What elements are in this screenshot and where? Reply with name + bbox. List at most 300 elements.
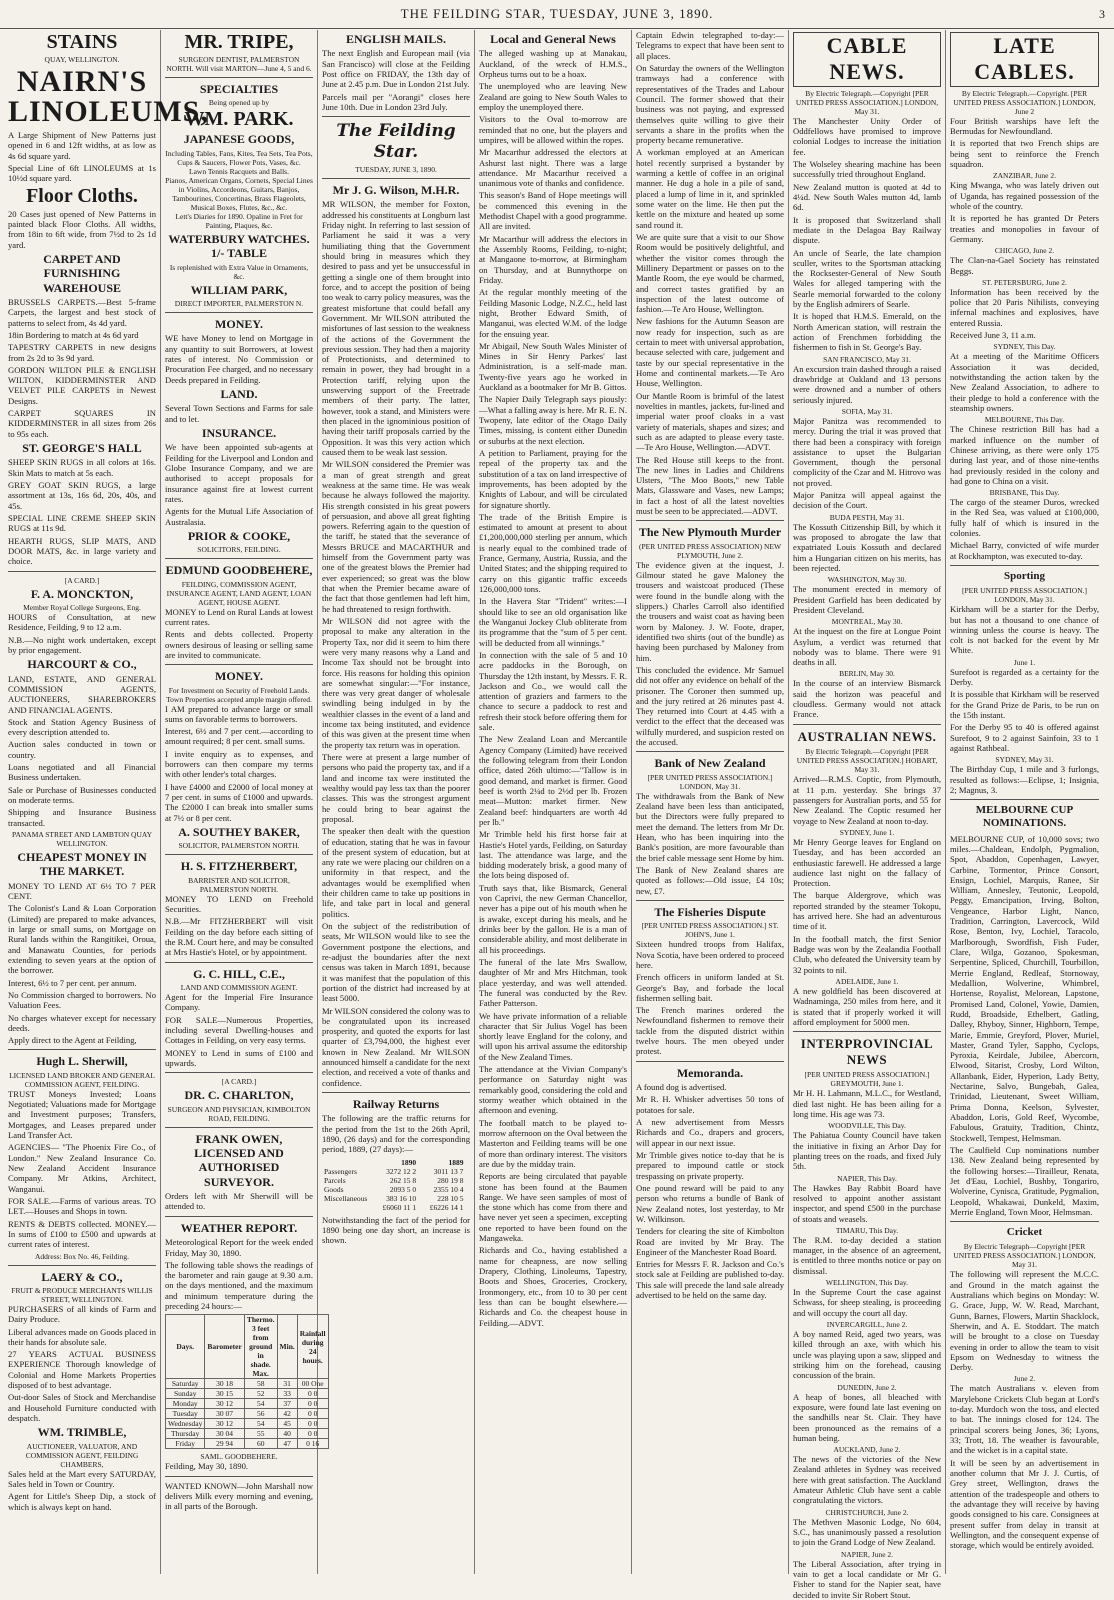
paragraph: The following are the traffic returns for the period from the 1st to the 26th April, 1890, (26 days) and for the corresponding period, 1889, (27 days):— [322, 1113, 470, 1155]
paragraph: The Hawkes Bay Rabbit Board have resolved to appoint another assistant inspector, and spend £500 in the purchase of stoats and weasels. [793, 1182, 941, 1224]
paragraph: WANTED KNOWN—John Marshall now delivers Milk every morning and evening, in all parts of the Borough. [165, 1480, 313, 1512]
weather-cell: 30 04 [205, 1429, 244, 1439]
paragraph: The attendance at the Vivian Company's performance on Saturday night was remarkably good, considering the cold and stormy weather which obtained in the afternoon and evening. [479, 1064, 627, 1116]
paragraph: 27 YEARS ACTUAL BUSINESS EXPERIENCE Thorough knowledge of Colonial and Home Markets Properties disposed of to best advantage. [8, 1349, 156, 1391]
column-content [322, 32, 470, 1246]
column-2 [161, 30, 326, 1574]
divider [793, 1031, 941, 1032]
divider [165, 664, 313, 665]
dateline: Member Royal College Surgeons, Eng. [23, 602, 141, 612]
column-content [479, 32, 627, 1328]
dateline: SOFIA, May 31. [841, 406, 893, 416]
subheadline: WATERBURY WATCHES. 1/- TABLE [168, 231, 310, 261]
paragraph: HEARTH RUGS, SLIP MATS, AND DOOR MATS, &c. in large variety and choice. [8, 535, 156, 567]
paragraph: A new goldfield has been discovered at Wadnaminga, 250 miles from here, and it is stated that if properly worked it will afford employment for 5000 men. [793, 985, 941, 1027]
paragraph: TRUST Moneys Invested; Loans Negotiated; Valuations made for Mortgage and Investment purposes; Transfers, Mortgages, and Leases prepared under Land Transfer Act. [8, 1088, 156, 1141]
dateline: AUCTIONEER, VALUATOR, AND COMMISSION AGENT, FEILDING CHAMBERS, [25, 1441, 139, 1469]
dateline: BERLIN, May 30. [839, 669, 895, 679]
railway-cell: 262 15 8 [389, 1175, 417, 1185]
railway-cell: 383 16 10 [386, 1193, 417, 1203]
weather-header-cell: Min. [277, 1315, 297, 1379]
section-heading: MELBOURNE CUP NOMINATIONS. [975, 804, 1074, 830]
paragraph: The New Zealand Loan and Mercantile Agency Company (Limited) have received the following telegram from their London office, dated 26th ultimo:—"Tallow is in good demand, and market is firmer. Good beef is worth 2¼d to 2½d per lb. Frozen meat—Mutton: market firmer. New Zealand beef: hindquarters are worth 4d per lb." [479, 734, 627, 827]
paragraph: Kirkham will be a starter for the Derby, but has not a thousand to one chance of winning unless the course is heavy. The colt is not backed for the event by Mr White. [950, 604, 1099, 656]
railway-cell [465, 1176, 470, 1185]
paragraph: The Bank of New Zealand shares are quoted as follows:—Old issue, £4 10s; new, £7. [636, 864, 784, 896]
railway-cell [465, 1203, 470, 1212]
paragraph: MONEY TO LEND on Freehold Securities. [165, 893, 313, 915]
subheadline: JAPANESE GOODS, [183, 132, 295, 147]
subheadline: H. S. FITZHERBERT, [180, 859, 298, 874]
dateline: ST. PETERSBURG, June 2. [982, 277, 1067, 287]
paragraph: It is hoped that H.M.S. Emerald, on the North American station, will restrain the action of Frenchmen forbidding the fishermen to fish in St. George's Bay. [793, 311, 941, 353]
paragraph: In connection with the sale of 5 and 10 acre paddocks in the Borough, on Thursday the 12th instant, by Messrs. F. R. Jackson and Co., we would call the attention of graziers and farmers to the chance to secure a paddock to rest and refresh their stock before offering them for sale. [479, 649, 627, 733]
dateline: ZANZIBAR, June 2. [993, 171, 1056, 181]
divider [636, 751, 784, 752]
paragraph: FOR SALE—Numerous Properties, including several Dwelling-houses and Cottages in Feilding, on very easy terms. [165, 1014, 313, 1046]
paragraph: Visitors to the Oval to-morrow are reminded that no one, but the players and umpires, will be allowed within the ropes. [479, 114, 627, 145]
dateline: SOLICITORS, FEILDING. [197, 545, 281, 555]
paragraph: At a meeting of the Maritime Officers Association it was decided, notwithstanding the action taken by the New Zealand Association, to adhere to their pledge to hold a conference with the steamship owners. [950, 351, 1099, 413]
dateline: SURGEON DENTIST, PALMERSTON NORTH. Will visit MARTON—June 4, 5 and 6. [166, 55, 312, 73]
section-heading: Cricket [1006, 1226, 1043, 1239]
weather-cell: 30 15 [205, 1389, 244, 1399]
paragraph: We are quite sure that a visit to our Show Room would be positively delightful, and whether the visitor comes through the Millinery Department or passes on to the Mantle Room, the eye would be charmed, and correct tastes gratified by an inspection of the latest outcome of fashion.—Te Aro House, Wellington. [636, 231, 784, 315]
dateline: By Electric Telegraph.—Copyright. [PER UNITED PRESS ASSOCIATION.] LONDON, June 2 [953, 88, 1096, 116]
dateline: ADELAIDE, June 1. [835, 976, 899, 986]
masthead [0, 0, 1114, 29]
paragraph: No Commission charged to borrowers. No Valuation Fees. [8, 989, 156, 1011]
paragraph: Mr Abigail, New South Wales Minister of Mines in Sir Henry Parkes' last Administration, is a self-made man. Twenty-five years ago he worked in Auckland as a bootmaker for Mr B. Gittos. [479, 340, 627, 393]
railway-cell [322, 1203, 376, 1212]
paragraph: The R.M. to-day decided a station manager, in the absence of an agreement, is entitled to three months notice or pay on dismissal. [793, 1234, 941, 1276]
weather-cell: 0 0 [297, 1409, 328, 1419]
weather-cell: Thursday [166, 1429, 205, 1439]
paragraph: In the Supreme Court the case against Schwass, for sheep stealing, is proceeding and will occupy the court all day. [793, 1287, 941, 1318]
paragraph: An excursion train dashed through a raised drawbridge at Oakland and 13 persons were drowned and a number of others seriously injured. [793, 363, 941, 405]
dateline: CHRISTCHURCH, June 2. [825, 1507, 909, 1517]
subheadline: CHEAPEST MONEY IN THE MARKET. [17, 849, 147, 879]
dateline: Including Tables, Fans, Kites, Tea Sets, Tea Pots, Cups & Saucers, Flower Pots, Vases, &c. [165, 148, 313, 167]
dateline: QUAY, WELLINGTON. [44, 55, 120, 64]
dateline: Town Properties accepted ample margin offered. [166, 694, 312, 704]
divider [950, 799, 1099, 800]
weather-cell: Monday [166, 1399, 205, 1409]
paragraph: I have £4000 and £2000 of local money at 7 per cent. in sums of £1000 and upwards. The £2000 I can break into smaller sums at 7½ or 8 per cent. [165, 781, 313, 823]
weather-header-cell: Barometer [205, 1315, 244, 1379]
editorial-masthead: The Feilding Star. [336, 121, 456, 162]
paragraph: The alleged washing up at Manakau, Auckland, of the wreck of H.M.S., Orpheus turns out to be a hoax. [479, 48, 627, 80]
paragraph: In the Havera Star "Trident" writes:—I should like to see an old organisation like the Wanganui Jockey Club obliterate from its programme that the "sum of 5 per cent. will be deducted from all winnings." [479, 596, 627, 648]
paragraph: It is possible that Kirkham will be reserved for the Grand Prize de Paris, to be run on the 15th instant. [950, 689, 1099, 721]
paragraph: Mr H. H. Lahmann, M.L.C., for Westland, died last night. He has been ailing for a long time. His age was 73. [793, 1088, 941, 1119]
subheadline: PRIOR & COOKE, [187, 528, 291, 543]
weather-cell: Wednesday [166, 1419, 205, 1429]
weather-cell: 60 [244, 1439, 277, 1449]
dateline: June 1. [1013, 657, 1036, 667]
dateline: LAND AND COMMISSION AGENT. [180, 983, 298, 993]
weather-cell: 0 16 [297, 1439, 328, 1449]
subheadline: WEATHER REPORT. [180, 1220, 298, 1235]
paragraph: FOR SALE.—Farms of various areas. TO LET.—Houses and Shops in town. [8, 1195, 156, 1217]
dateline: June 2. [1013, 1374, 1036, 1384]
paragraph: Our Mantle Room is brimful of the latest novelties in mantles, jackets, fur-lined and imperial water proof cloaks in a vast variety of materials, shapes and sizes; and such as are adapted to please every taste.—Te Aro House, Wellington.—ADVT. [636, 390, 784, 453]
weather-cell: 54 [244, 1399, 277, 1409]
paragraph: The Manchester Unity Order of Oddfellows have promised to improve colonial Lodges to increase the initiation fee. [793, 115, 941, 157]
subheadline: F. A. MONCKTON, [30, 586, 134, 601]
railway-cell: Goods [324, 1184, 344, 1194]
paragraph: The speaker then dealt with the question of education, stating that he was in favour of the present system of education, but at any rate we were placing our children on a uniformity in that respect, and the advantages would be exemplified when their children came to take up positions in life, and take part in local and general politics. [322, 826, 470, 919]
weather-cell: Friday [166, 1439, 205, 1449]
weather-cell: 47 [277, 1439, 297, 1449]
paragraph: Meteorological Report for the week ended Friday, May 30, 1890. [165, 1237, 313, 1258]
divider [322, 116, 470, 117]
paragraph: Apply direct to the Agent at Feilding, [8, 1035, 137, 1046]
paragraph: It is proposed that Switzerland shall mediate in the Delagoa Bay Railway dispute. [793, 214, 941, 246]
divider [165, 1476, 313, 1477]
paragraph: Notwithstanding the fact of the period for 1890 being one day short, an increase is shown. [322, 1214, 470, 1246]
dateline: Lawn Tennis Racquets and Balls. [189, 166, 289, 176]
divider [165, 962, 313, 963]
weather-cell: 30 07 [205, 1409, 244, 1419]
weather-header-row [166, 1315, 329, 1379]
paragraph: LAND, ESTATE, AND GENERAL COMMISSION AGENTS, AUCTIONEERS, SHAREBROKERS AND FINANCIAL AGENTS. [8, 673, 156, 715]
headline: STAINS [46, 31, 118, 53]
section-heading: AUSTRALIAN NEWS. [797, 728, 937, 744]
weather-row [166, 1379, 329, 1389]
paragraph: One pound reward will be paid to any person who returns a bundle of Bank of New Zealand notes, lost yesterday, to Mr W. Wilkinson. [636, 1182, 784, 1224]
column-5 [632, 30, 789, 1574]
weather-cell: 30 12 [205, 1399, 244, 1409]
subheadline: The Fisheries Dispute [654, 904, 766, 919]
dateline: Pianos, American Organs, Cornets, Special Lines in Violins, Accordeons, Guitars, Banjos, Tambourines, Concertinas, Brass Flageolets, Musical Boxes, Flutes, &c., &c. [165, 175, 313, 212]
weather-row [166, 1399, 329, 1409]
paragraph: Mr WILSON considered the colony was to be congratulated upon its increased prosperity, and quoted the exports for last quarter of £3,794,000, the highest ever known in New Zealand. Mr WILSON announced himself a candidate for the next election, and received a vote of thanks and confidence. [322, 1005, 470, 1088]
paragraph: Out-door Sales of Stock and Merchandise and Household Furniture conducted with despatch. [8, 1392, 156, 1424]
paragraph: The news of the victories of the New Zealand athletes in Sydney was received here with great satisfaction. The Auckland Amateur Athletic Club have sent a cable congratulating the victors. [793, 1454, 941, 1506]
dateline: DIRECT IMPORTER, PALMERSTON N. [174, 298, 304, 308]
paragraph: The match Australians v. eleven from Marylebone Crickets Club began at Lord's to-day. Murdoch won the toss, and elected to bat. The innings closed for 124. The principal scorers being Jones, 36; Lyons, 33; Trott, 18. The weather is favourable, and the wicket is in a capital state. [950, 1383, 1099, 1456]
headline: NAIRN'S LINOLEUMS, [8, 65, 209, 128]
paragraph: N.B.—Mr FITZHERBERT will visit Feilding on the day before each sitting of the R.M. Court here, and may be consulted at Mrs Hastie's Hotel, or by appointment. [165, 916, 313, 958]
column-7 [946, 30, 1103, 1574]
subheadline: Railway Returns [352, 1097, 440, 1111]
railway-row [322, 1167, 470, 1176]
dateline: FRUIT & PRODUCE MERCHANTS WILLIS STREET, WELLINGTON. [11, 1285, 153, 1304]
weather-cell: 30 18 [205, 1379, 244, 1389]
paragraph: We have private information of a reliable character that Sir Julius Vogel has been shortly leave England for the colony, and will upon his arrival assume the editorship of the New Zealand Times. [479, 1010, 627, 1062]
paragraph: CARPET SQUARES IN KIDDERMINSTER in all sizes from 26s to 95s each. [8, 408, 156, 439]
subheadline: Bank of New Zealand [654, 756, 766, 771]
railway-cell: 228 10 5 [437, 1193, 464, 1203]
column-6 [789, 30, 946, 1600]
paragraph: Auction sales conducted in town or country. [8, 739, 156, 760]
weather-cell: 58 [244, 1379, 277, 1389]
dateline: FEILDING, COMMISSION AGENT, INSURANCE AGENT, LAND AGENT, LOAN AGENT, HOUSE AGENT. [166, 579, 312, 607]
weather-row [166, 1409, 329, 1419]
paragraph: Tenders for clearing the site of Kimbolton Road are invited by Mr Bray. The Engineer of the Manchester Road Board. [636, 1226, 784, 1257]
paragraph: No charges whatever except for necessary deeds. [8, 1012, 156, 1033]
dateline: Address: Box No. 46, Feilding. [35, 1251, 129, 1261]
railway-header-cell: 1890 [401, 1157, 417, 1167]
paragraph: The evidence given at the inquest, J. Gilmour stated he gave Maloney the trousers and waistcoat produced (These were found in the bundle along with the slippers.) Charles Carroll also identified the trousers and waist coat as having been worn by Maloney. J. W. Foote, draper, identified two shirts (out of the bundle) as having been purchased by Maloney from him. [636, 559, 784, 663]
weather-cell: 54 [244, 1419, 277, 1429]
dateline: NAPIER, June 2. [840, 1549, 894, 1559]
paragraph: Agent for Little's Sheep Dip, a stock of which is always kept on hand. [8, 1491, 156, 1512]
weather-cell: 00 One [297, 1379, 328, 1389]
paragraph: Mr R. H. Whisker advertises 50 tons of potatoes for sale. [636, 1094, 784, 1115]
divider [793, 724, 941, 725]
divider [636, 520, 784, 521]
paragraph: At the regular monthly meeting of the Feilding Masonic Lodge, N.Z.C., held last night, Brother Edward Smith, of Manganui, was elected W.M. of the lodge for the ensuing year. [479, 287, 627, 339]
weather-table [165, 1314, 329, 1449]
paragraph: AGENCIES— "The Phoenix Fire Co., of London." New Zealand Insurance Co. New Zealand Accident Insurance Company. Mr Atkins, Architect, Wanganui. [8, 1142, 156, 1194]
paragraph: Surefoot is regarded as a certainty for the Derby. [950, 666, 1099, 688]
weather-header-cell: Rainfall during 24 hours. [297, 1315, 328, 1379]
paragraph: In the football match, the first Senior Badge was won by the Zealandia Football Club, who defeated the University team by 32 points to nil. [793, 933, 941, 975]
dateline: SAML. GOODBEHERE. [200, 1452, 278, 1462]
dateline: AUCKLAND, June 2. [833, 1445, 901, 1455]
paragraph: The Colonist's Land & Loan Corporation (Limited) are prepared to make advances, in large or small sums, on Mortgage on Rural lands within the Rangitikei, Oroua, and Manawatu Counties, for periods extending to seven years at the option of the borrower. [8, 903, 156, 976]
dateline: [PER UNITED PRESS ASSOCIATION.] ST. JOHN'S, June 1. [641, 921, 779, 940]
paragraph: GREY GOAT SKIN RUGS, a large assortment at 13s, 16s 6d, 20s, 40s, and 45s. [8, 480, 156, 511]
paragraph: The next English and European mail (via San Francisco) will close at the Feilding Post office on FRIDAY, the 13th day of June at 2.45 p.m. Due in London 21st July. [322, 48, 470, 90]
paragraph: RENTS & DEBTS collected. MONEY.—In sums of £100 to £500 and upwards at current rates of interest. [8, 1218, 156, 1250]
dateline: [A CARD.] [64, 575, 100, 585]
paragraph: A petition to Parliament, praying for the repeal of the property tax and the substitution of a tax on land irrespective of improvements, has been adopted by the Knights of Labour, and will be circulated for signature shortly. [479, 447, 627, 510]
weather-cell: 0 0 [297, 1399, 328, 1409]
paragraph: The withdrawals from the Bank of New Zealand have been less than anticipated, but the Directors were fully prepared to meet the demand. The letters from Mr Dr. Hean, who has been inquiring into the Bank's position, are more favourable than the brief cable message sent Home by him. [636, 790, 784, 863]
dateline: SYDNEY, June 1. [839, 827, 895, 837]
dateline: By Electric Telegraph.—Copyright [PER UNITED PRESS ASSOCIATION.] LONDON, May 31. [795, 88, 939, 116]
paragraph: New fashions for the Autumn Season are now ready for inspection, such as are certain to meet with universal approbation, because selected with care, judgement and taste by our special representative in the Home and continental markets.—Te Aro House, Wellington. [636, 316, 784, 389]
dateline: SURGEON AND PHYSICIAN, KIMBOLTON ROAD, FEILDING. [167, 1104, 311, 1123]
dateline: LICENSED LAND BROKER AND GENERAL COMMISSION AGENT, FEILDING. [9, 1070, 155, 1089]
dateline: For Investment on Security of Freehold Lands. [168, 685, 310, 695]
subheadline: LAND. [220, 386, 258, 401]
dateline: Is replenished with Extra Value in Ornaments, &c. [169, 262, 309, 281]
railway-cell: Passengers [324, 1166, 357, 1176]
dateline: [PER UNITED PRESS ASSOCIATION.] LONDON, May 31. [647, 772, 773, 791]
paragraph: Mr WILSON did not agree with the proposal to make any alteration in the Property Tax, nor did it seem to him there were very many reasons why a Land and Income Tax should not be brought into force. His reasons for holding this opinion are somewhat singular:—"For instance, there was very great danger of wholesale swindling being indulged in by the wealthier classes in the event of a land and income tax being instituted, and evidence of this was given at the present time when the property tax return was in operation. [322, 615, 470, 750]
page-number: 3 [1099, 7, 1106, 21]
weather-cell: 31 [277, 1379, 297, 1389]
paragraph: Richards and Co., having established a name for cheapness, are now selling Drapery, Clothing, Linoleums, Tapestry, Boots and Shoes, Groceries, Crockery, Ironmongery, etc., from 10 to 30 per cent less than can be bought elsewhere.—Richards and Co. the cheapest house in Feilding.—ADVT. [479, 1245, 627, 1328]
paragraph: 18in Bordering to match at 4s 6d yard [8, 329, 139, 340]
divider [165, 1072, 313, 1073]
railway-header-row [322, 1158, 470, 1167]
railway-cell: Parcels [324, 1175, 346, 1185]
divider [322, 1092, 470, 1093]
paragraph: The football match to be played to-morrow afternoon on the Oval between the Masterton and Feilding teams will be one of more than ordinary interest. The visitors are due by the midday train. [479, 1117, 627, 1169]
paragraph: Rents and debts collected. Property owners desirous of leasing or selling same are invited to communicate. [165, 629, 313, 660]
dateline: [A CARD.] [221, 1077, 257, 1087]
column-content [950, 32, 1099, 1550]
column-content [636, 30, 784, 1300]
paragraph: MONEY to Lend in sums of £100 and upwards. [165, 1047, 313, 1068]
weather-cell: 56 [244, 1409, 277, 1419]
railway-header-cell [322, 1158, 376, 1167]
paragraph: This season's Band of Hope meetings will be commenced this evening in the Methodist Chapel with a good programme. All are invited. [479, 190, 627, 232]
paragraph: The Pahiatua County Council have taken the initiative in fixing an Arbor Day for planting trees on the roads, and fixed July 5th. [793, 1130, 941, 1172]
paragraph: Reports are being circulated that payable stone has been found at the Baumen Range. We have seen samples of most of the stone which has come from there and have never yet seen a specimen, excepting one reported to have been found on the Mangaweka. [479, 1171, 627, 1244]
column-content [793, 32, 941, 1600]
paragraph: The Chinese restriction Bill has had a marked influence on the number of Chinese arriving, as there were only 175 during last year, and of those nine-tenths had previously resided in the colony and had gone to China on a visit. [950, 424, 1099, 486]
railway-cell: 280 19 8 [437, 1175, 464, 1185]
subheadline: CARPET AND FURNISHING WAREHOUSE [42, 251, 122, 295]
dateline: PANAMA STREET AND LAMBTON QUAY WELLINGTON. [11, 829, 153, 848]
paragraph: A heap of bones, all bleached with exposure, were found late last evening on the sandhills near St. Clair. They have been pronounced as the remains of a human being. [793, 1391, 941, 1443]
divider [165, 1127, 313, 1128]
dateline: SAN FRANCISCO, May 31. [823, 354, 911, 364]
paragraph: Interest, 6½ and 7 per cent.—according to amount required; 8 per cent. small sums. [165, 726, 313, 747]
paragraph: Four British warships have left the Bermudas for Newfoundland. [950, 115, 1099, 137]
weather-cell: 55 [244, 1429, 277, 1439]
paragraph: Feilding, May 30, 1890. [165, 1461, 249, 1472]
weather-cell: 0 0 [297, 1419, 328, 1429]
paragraph: The cargo of the steamer Duros, wrecked in the Red Sea, was valued at £100,000, fully half of which is insured in the colonies. [950, 497, 1099, 539]
railway-cell: 2355 10 4 [433, 1184, 464, 1194]
dateline: TIMARU, This Day. [835, 1225, 899, 1235]
paragraph: TAPESTRY CARPETS in new designs from 2s 2d to 3s 9d yard. [8, 342, 156, 363]
paragraph: A workman employed at an American hotel recently surprised a bystander by warming a kettle of coffee in an original manner. He dug a hole in a pile of sand, placed a lump of lime in it, and sprinkled some water on the lime. He then put the kettle on the mixture and heated up some sand round it. [636, 147, 784, 230]
paragraph: The Clan-na-Gael Society has reinstated Beggs. [950, 255, 1099, 276]
paragraph: In the course of an interview Bismarck said the horizon was peaceful and cloudless. Germany would not attack France. [793, 678, 941, 720]
subheadline: SPECIALTIES [199, 82, 279, 96]
subheadline: INSURANCE. [201, 425, 277, 440]
paragraph: BRUSSELS CARPETS.—Best 5-frame Carpets, the largest and best stock of patterns to select from, 4s 4d yard. [8, 296, 156, 328]
subheadline: A. SOUTHEY BAKER, [178, 824, 300, 839]
railway-row [322, 1194, 470, 1203]
divider [165, 1216, 313, 1217]
weather-cell: 45 [277, 1419, 297, 1429]
weather-cell: 42 [277, 1409, 297, 1419]
paragraph: Special Line of 6ft LINOLEUMS at 1s 10½d square yard. [8, 162, 156, 184]
dateline: WASHINGTON, May 30. [827, 575, 907, 585]
paragraph: Captain Edwin telegraphed to-day:—Telegrams to expect that have been sent to all places. [636, 30, 784, 61]
subheadline: WM. TRIMBLE, [37, 1425, 127, 1440]
section-banner: CABLE NEWS. [793, 32, 941, 87]
subheadline: HARCOURT & CO., [27, 657, 137, 672]
paragraph: SHEEP SKIN RUGS in all colors at 16s. Skin Mats to match at 5s each. [8, 457, 156, 478]
dateline: By Electric Telegraph—Copyright [PER UNITED PRESS ASSOCIATION.] LONDON, May 31. [953, 1242, 1096, 1270]
dateline: MELBOURNE, This Day. [984, 415, 1065, 425]
paragraph: French officers in uniform landed at St. George's Bay, and forbade the local fishermen selling bait. [636, 972, 784, 1003]
dateline: By Electric Telegraph.—Copyright [PER UNITED PRESS ASSOCIATION.] HOBART, May 31. [796, 747, 938, 775]
weather-cell: Tuesday [166, 1409, 205, 1419]
paragraph: The French marines ordered the Newfoundland fishermen to remove their tackle from the disputed district within twelve hours. The men obeyed under protest. [636, 1005, 784, 1057]
paragraph: The Liberal Association, after trying in vain to get a local candidate or Mr G. Fisher to stand for the Napier seat, have decided to invite Sir Robert Stout. [793, 1558, 941, 1600]
paragraph: The barque Aldergrove, which was reported stranded by the steamer Tokopu, has arrived here. She had an adventurous time of it. [793, 890, 941, 932]
dateline: BUDA PESTH, May 31. [829, 512, 905, 522]
divider [165, 77, 313, 78]
paragraph: Sales held at the Mart every SATURDAY, Sales held in Town or Country. [8, 1468, 156, 1490]
dateline: SYDNEY, May 31. [995, 755, 1054, 765]
paragraph: King Mwanga, who was lately driven out of Uganda, has regained possession of the whole of the country. [950, 180, 1099, 211]
dateline: BRISBANE, This Day. [989, 488, 1060, 498]
subheadline: ST. GEORGE'S HALL [22, 441, 142, 456]
dateline: WELLINGTON, This Day. [825, 1278, 909, 1288]
subheadline: LAERY & CO., [41, 1269, 123, 1284]
weather-row [166, 1439, 329, 1449]
railway-cell: 3011 13 7 [433, 1166, 464, 1176]
paragraph: Truth says that, like Bismarck, General von Caprivi, the new German Chancellor, never has a pipe out of his mouth when he is awake, except during his meals, and he drinks beer by the gallon. He is a man of considerable ability, and most deliberate in all his proceedings. [479, 882, 627, 955]
paragraph: The funeral of the late Mrs Swallow, daughter of Mr and Mrs Hitchman, took place yesterday, and was well attended. The funeral was conducted by the Rev. Father Patterson. [479, 956, 627, 1009]
divider [322, 178, 470, 179]
paragraph: GORDON WILTON PILE & ENGLISH WILTON, KIDDERMINSTER AND VELVET PILE CARPETS in Newest Designs. [8, 364, 156, 406]
paragraph: The Red House still keeps to the front. The new lines in Ladies and Childrens Ulsters, "The Moo Boots," new Table Mats, Glassware and Vases, new Lamps; in fact a host of all the latest novelties must be seen to be appreciated.—ADVT. [636, 454, 784, 517]
paragraph: Agents for the Mutual Life Association of Australasia. [165, 506, 313, 527]
paragraph: Major Panitza was recommended to mercy. During the trial it was proved that there had been a conspiracy with foreign assistance to upset the Bulgarian Government, though the personal complicity of the Czar and M. Hitrovo was not proved. [793, 415, 941, 488]
paragraph: Mr WILSON considered the Premier was a man of great strength and great weakness at the same time. He was weak because he always followed the majority. His strength consisted in his great powers of persuasion, and above all great fighting powers. Referring again to the question of the tariff, he stated that the severance of Messrs BRUCE and MACARTHUR and himself from the Government party was one of the greatest blows the Premier had ever experienced; so great was the blow that when the Premier became aware of the fact that those gentlemen had left him, he had threatened to resign forthwith. [322, 459, 470, 614]
paragraph: It will be seen by an advertisement in another column that Mr J. J. Curtis, of Grey street, Wellington, draws the attention of the tradespeople and others to the advantage they will receive by having goods consigned to his care. Consignees at present suffer from delay in transit at Wellington, and the consequent expense of storage, which would be entirely avoided. [950, 1457, 1099, 1551]
paragraph: Stock and Station Agency Business of every description attended to. [8, 716, 156, 738]
headline: Floor Cloths. [26, 184, 138, 207]
paragraph: Mr Macarthur will address the electors in the Assembly Rooms, Feilding, to-night; at Mangaone to-morrow, at Birmingham on Thursday, and at Bunnythorpe on Friday. [479, 233, 627, 285]
dateline: TUESDAY, JUNE 3, 1890. [355, 165, 437, 175]
railway-cell: 3272 12 2 [386, 1166, 417, 1176]
paragraph: 20 Cases just opened of New Patterns in painted black Floor Cloths. All widths, from 18in to 6ft wide, from 7½d to 2s 1d yard. [8, 208, 156, 250]
dateline: INVERCARGILL, June 2. [826, 1320, 908, 1329]
paragraph: This concluded the evidence. Mr Samuel did not offer any evidence on behalf of the prisoner. The Coroner then summed up, and the jury retired at 26 minutes past 4. They returned into Court at 4.45 with a verdict to the effect that the deceased was wilfully murdered, and suspicion rested on the accused. [636, 664, 784, 748]
divider [8, 1265, 156, 1266]
subheadline: MONEY. [215, 316, 263, 331]
weather-cell: 52 [244, 1389, 277, 1399]
subheadline: DR. C. CHARLTON, [184, 1088, 294, 1103]
paragraph: Loans negotiated and all Financial Business undertaken. [8, 762, 156, 783]
divider [950, 1221, 1099, 1222]
paragraph: The Wolseley shearing machine has been successfully tried throughout England. [793, 159, 941, 180]
subheadline: WILLIAM PARK, [190, 282, 288, 297]
paragraph: Sale or Purchase of Businesses conducted on moderate terms. [8, 784, 156, 806]
railway-cell: £6226 14 1 [429, 1202, 464, 1212]
subheadline: MONEY. [215, 669, 263, 684]
paragraph: The Caulfield Cup nominations number 138. New Zealand being represented by the following horses:—Tirailleur, Renata, Jet d'Eau, Lochiel, Bushby, Tongariro, Wolverine, Cynisca, Gratitude, Pygmalion, Leopold, Whakawai, Dunkeld, Maxim, Merrie England, Town Moor, Helmsman. [950, 1144, 1099, 1217]
railway-header-cell [465, 1158, 470, 1167]
paragraph: It is reported he has granted Dr Peters treaties and monopolies in favour of Germany. [950, 213, 1099, 244]
subheadline: G. C. HILL, C.E., [193, 966, 285, 981]
paragraph: A Large Shipment of New Patterns just opened in 6 and 12ft widths, at as low as 4s 6d square yard. [8, 130, 156, 161]
paragraph: For the Derby 95 to 40 is offered against Surefoot, 9 to 2 against Sainfoin, 33 to 1 against Rathbeal. [950, 722, 1099, 753]
dateline: SYDNEY, This Day. [993, 342, 1056, 352]
dateline: MONTREAL, May 30. [831, 617, 903, 627]
divider [636, 1061, 784, 1062]
paragraph: Parcels mail per "Aorangi" closes here June 10th. Due in London 23rd July. [322, 91, 470, 112]
paragraph: The trade of the British Empire is estimated to amount at present to about £1,200,000,000 sterling per annum, which is nearly equal to the combined trade of France, Germany, Austria, Russia, and the United States; and the shipping required to carry on this gigantic traffic exceeds 126,000,000 tons. [479, 511, 627, 595]
paragraph: Interest, 6½ to 7 per cent. per annum. [8, 977, 137, 988]
paragraph: Received June 3, 11 a.m. [950, 330, 1036, 341]
paragraph: Several Town Sections and Farms for sale and to let. [165, 403, 313, 424]
paragraph: There were at present a large number of persons who paid the property tax, and if a land and income tax were instituted the wealthy would pay less tax than the poorer classes. This was the strongest argument he could bring to bear against the proposal. [322, 752, 470, 824]
divider [165, 558, 313, 559]
weather-row [166, 1429, 329, 1439]
subheadline: ENGLISH MAILS. [345, 32, 447, 46]
weather-cell: Sunday [166, 1389, 205, 1399]
paragraph: On the subject of the redistribution of seats, Mr WILSON would like to see the Government postpone the elections, and re-adjust the boundaries after the next census was taken in March 1891, because it was manifest that the population of this portion of the district had increased by at least 5000. [322, 921, 470, 1004]
paragraph: An uncle of Searle, the late champion sculler, writes to the Sportsman attacking the Rocksester-General of New South Wales for alleged tampering with the Searle memorial forwarded to the colony by the English admirers of Searle. [793, 247, 941, 310]
paragraph: It is reported that two French ships are being sent to reinforce the French squadron. [950, 138, 1099, 170]
dateline: [PER UNITED PRESS ASSOCIATION.] GREYMOUTH, June 1. [804, 1070, 930, 1089]
subheadline: Local and General News [490, 32, 616, 46]
dateline: (PER UNITED PRESS ASSOCIATION) NEW PLYMOUTH, June 2. [638, 541, 782, 560]
column-4 [475, 30, 632, 1574]
weather-cell: 40 [277, 1429, 297, 1439]
paragraph: HOURS of Consultation, at new Residence, Feilding, 9 to 12 a.m. [8, 611, 156, 633]
section-heading: Sporting [1004, 570, 1045, 583]
paragraph: MR WILSON, the member for Foxton, addressed his constituents at Longburn last Friday night. In referring to last session of Parliament he said it was a very humiliating thing that the Government should bring in measures which they desired to pass and yet be unsuccessful in getting a single one of them brought into force, and to accept the position of being too weak to carry policy measures, was the greatest misfortune that could befall any Government. Mr WILSON attributed the misfortunes of last session to the weakness of the actions of the Government the previous session. They had then a majority of Protectionists, and determined to remain in power, they had brought in a Protection tariff, relying upon the unswerving support of the Freetrade members of their party. The latter, however, took a stand, and Ministers were then placed in the ignominious position of having their tariff proposals carried by the Opposition. It was this very action which caused them to be weak last session. [322, 199, 470, 457]
railway-cell [465, 1167, 470, 1176]
columns-container [4, 30, 1110, 1600]
